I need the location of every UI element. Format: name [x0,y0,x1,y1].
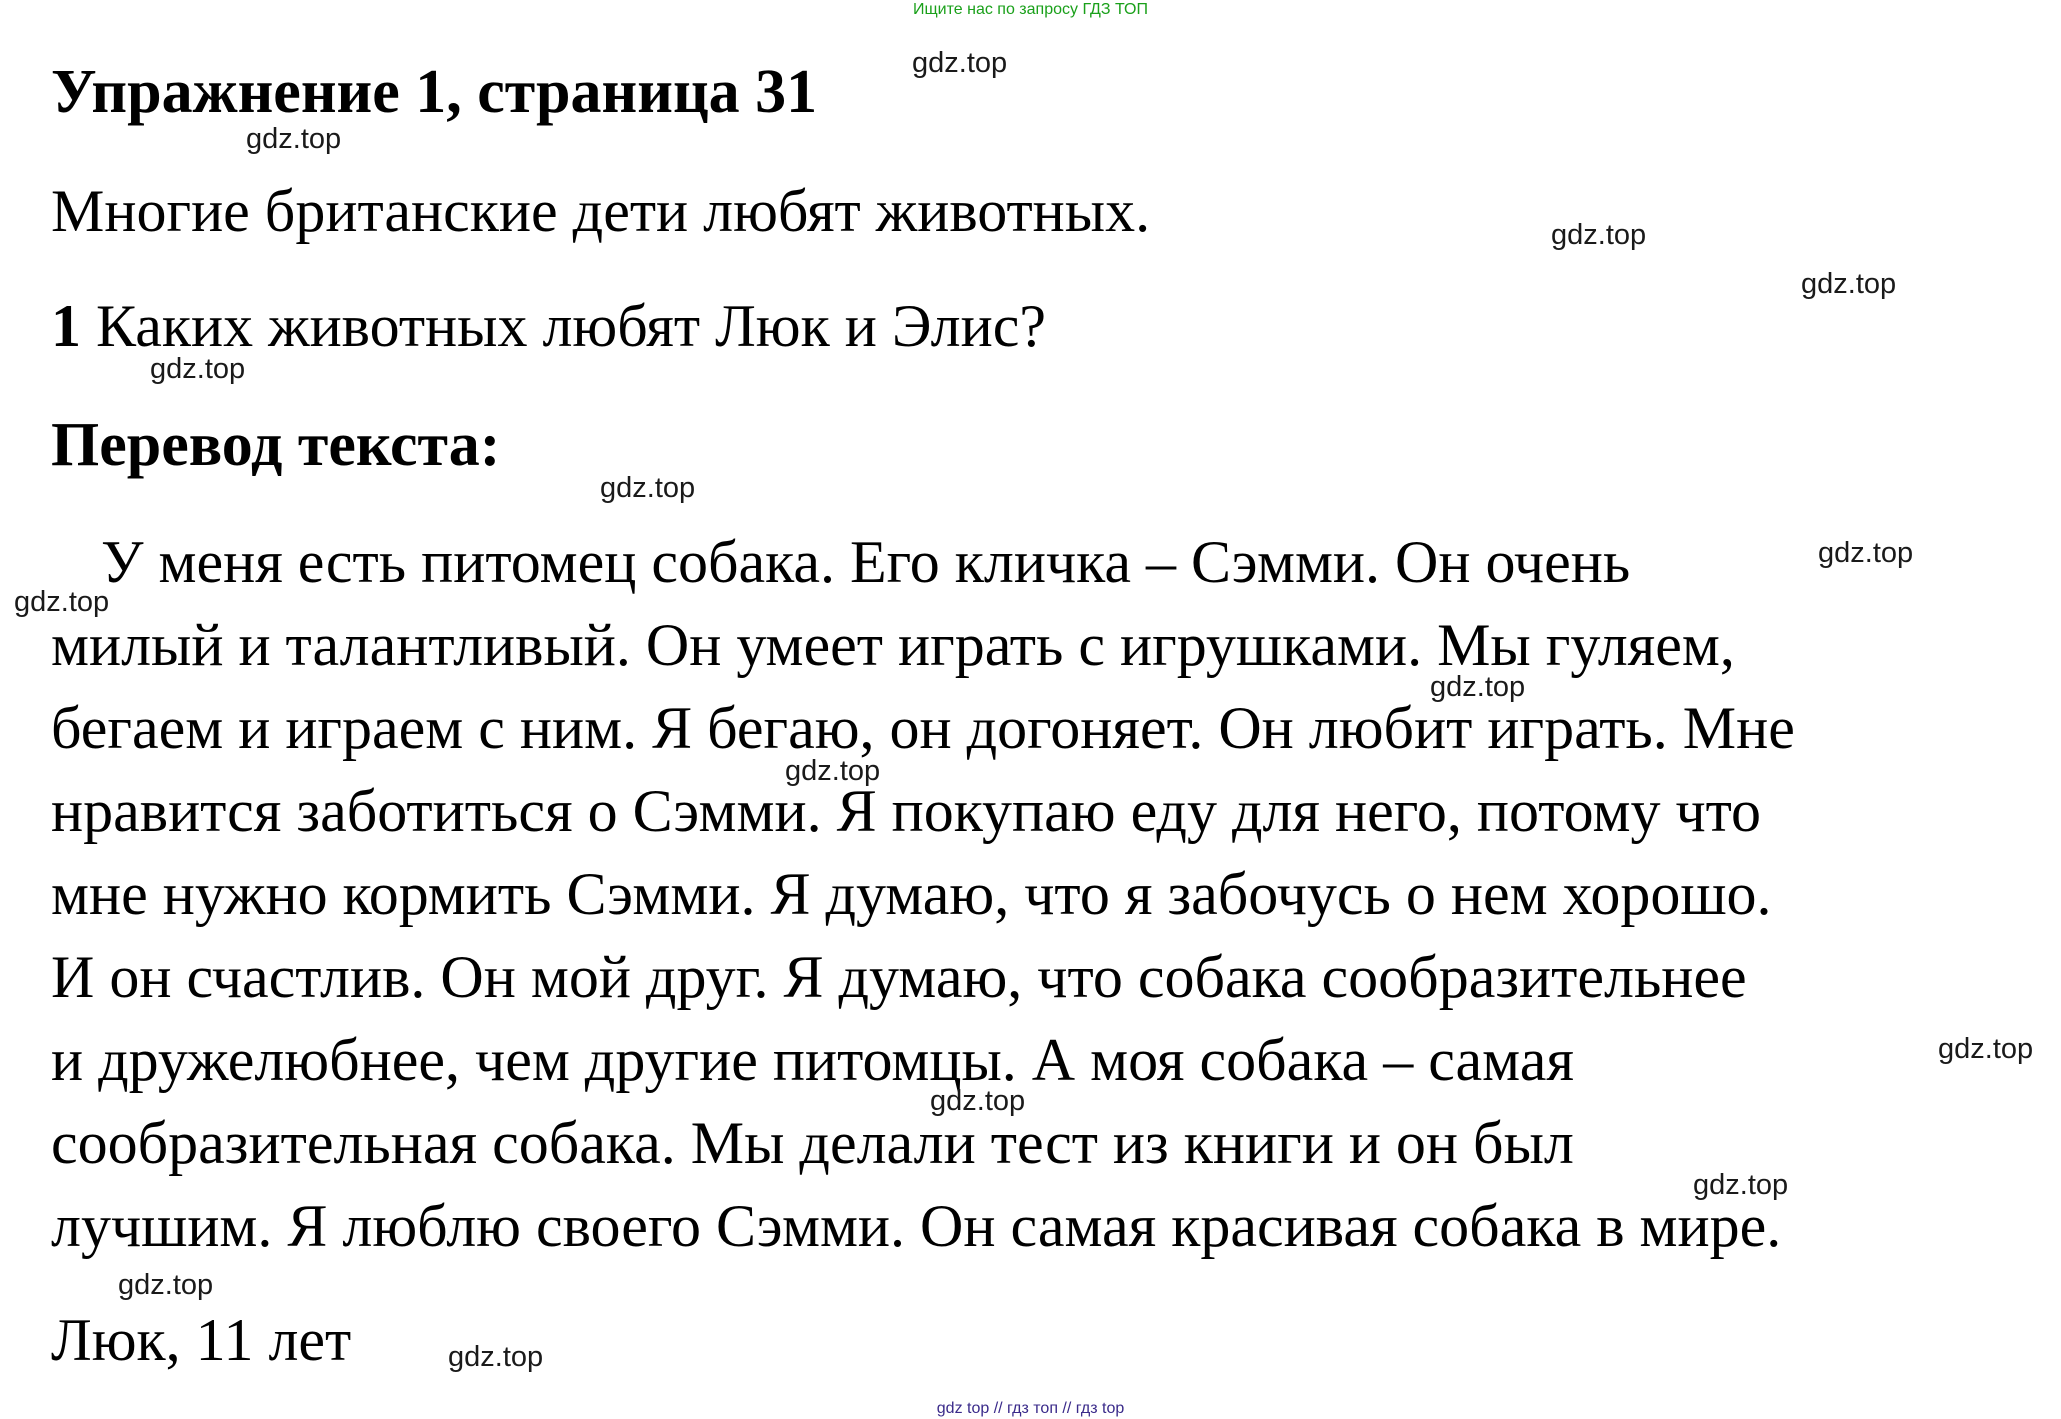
watermark: gdz.top [1551,219,1647,251]
question-number: 1 [51,293,81,359]
watermark: gdz.top [1818,537,1914,569]
passage-line: мне нужно кормить Сэмми. Я думаю, что я забочусь о нем хорошо. [51,861,1772,927]
passage-line: и дружелюбнее, чем другие питомцы. А моя собака – самая [51,1027,1574,1093]
watermark: gdz.top [1430,671,1526,703]
passage-line: нравится заботиться о Сэмми. Я покупаю еду для него, потому что [51,778,1762,844]
watermark: gdz.top [930,1085,1026,1117]
question-text: Каких животных любят Люк и Элис? [96,293,1046,359]
watermark: gdz.top [785,755,881,787]
passage-line: бегаем и играем с ним. Я бегаю, он догоняет. Он любит играть. Мне [51,695,1795,761]
exercise-subtitle: Многие британские дети любят животных. [51,178,1151,244]
watermark: gdz.top [150,353,246,385]
watermark: gdz.top [1693,1169,1789,1201]
top-banner: Ищите нас по запросу ГДЗ ТОП [913,1,1148,18]
passage-line: У меня есть питомец собака. Его кличка – Сэмми. Он очень [101,529,1631,595]
passage-line: И он счастлив. Он мой друг. Я думаю, что собака сообразительнее [51,944,1747,1010]
passage-line: лучшим. Я люблю своего Сэмми. Он самая красивая собака в мире. [51,1193,1782,1259]
watermark: gdz.top [14,586,110,618]
watermark: gdz.top [118,1269,214,1301]
watermark: gdz.top [1801,268,1897,300]
watermark: gdz.top [600,472,696,504]
passage-line: сообразительная собака. Мы делали тест из книги и он был [51,1110,1574,1176]
watermark: gdz.top [448,1341,544,1373]
signature: Люк, 11 лет [51,1307,352,1373]
page-title: Упражнение 1, страница 31 [51,58,818,126]
watermark: gdz.top [246,123,342,155]
passage-line: милый и талантливый. Он умеет играть с игрушками. Мы гуляем, [51,612,1735,678]
footer: gdz top // гдз топ // гдз top [936,1400,1125,1417]
translation-heading: Перевод текста: [51,411,501,479]
watermark: gdz.top [1938,1033,2034,1065]
watermark: gdz.top [912,47,1008,79]
